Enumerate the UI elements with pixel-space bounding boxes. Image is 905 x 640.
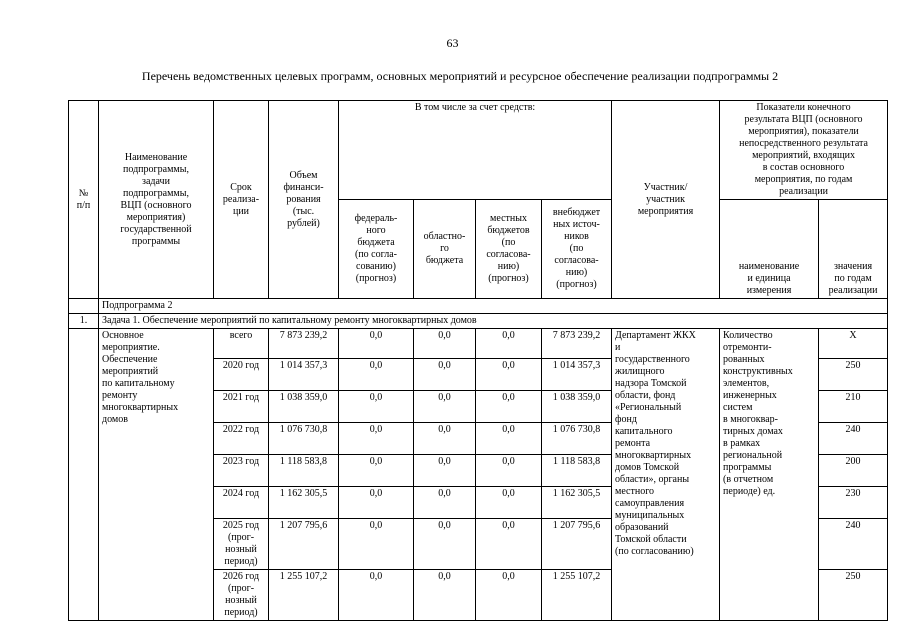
header-indicators-group: Показатели конечного результата ВЦП (основного мероприятия), показатели непосредственного результата мероприятий, входящих в состав основного мероприятия, по годам реализации bbox=[720, 101, 888, 200]
row-volume: 1 014 357,3 bbox=[269, 359, 339, 391]
row-value: 210 bbox=[819, 391, 888, 423]
header-extrabudget: внебюджет ных источ- ников (по согласова- нию) (прогноз) bbox=[542, 200, 612, 299]
row-volume: 1 162 305,5 bbox=[269, 487, 339, 519]
row-regional: 0,0 bbox=[414, 329, 476, 359]
row-term: 2021 год bbox=[214, 391, 269, 423]
row-term: 2023 год bbox=[214, 455, 269, 487]
program-table bbox=[68, 100, 888, 621]
row-local: 0,0 bbox=[476, 391, 542, 423]
activity-indicator: Количество отремонти- рованных конструктивных элементов, инженерных систем в многоквар- тирных домах в рамках региональной программы (в отчетном периоде) ед. bbox=[720, 329, 819, 621]
row-regional: 0,0 bbox=[414, 487, 476, 519]
row-value: X bbox=[819, 329, 888, 359]
row-regional: 0,0 bbox=[414, 455, 476, 487]
row-term: 2026 год (прог- нозный период) bbox=[214, 570, 269, 621]
row-regional: 0,0 bbox=[414, 391, 476, 423]
header-name: Наименование подпрограммы, задачи подпрограммы, ВЦП (основного мероприятия) государственной программы bbox=[99, 101, 214, 299]
row-extra: 1 255 107,2 bbox=[542, 570, 612, 621]
row-federal: 0,0 bbox=[339, 329, 414, 359]
row-volume: 1 076 730,8 bbox=[269, 423, 339, 455]
row-federal: 0,0 bbox=[339, 391, 414, 423]
row-regional: 0,0 bbox=[414, 359, 476, 391]
row-regional: 0,0 bbox=[414, 519, 476, 570]
row-extra: 7 873 239,2 bbox=[542, 329, 612, 359]
row-federal: 0,0 bbox=[339, 519, 414, 570]
row-value: 240 bbox=[819, 423, 888, 455]
header-sources-group: В том числе за счет средств: bbox=[339, 101, 612, 200]
page-number: 63 bbox=[446, 36, 459, 50]
row-local: 0,0 bbox=[476, 455, 542, 487]
row-extra: 1 038 359,0 bbox=[542, 391, 612, 423]
header-volume: Объем финанси- рования (тыс. рублей) bbox=[269, 101, 339, 299]
task-row bbox=[69, 314, 888, 329]
row-value: 250 bbox=[819, 359, 888, 391]
row-regional: 0,0 bbox=[414, 423, 476, 455]
row-local: 0,0 bbox=[476, 519, 542, 570]
header-indicator-values: значения по годам реализации bbox=[819, 200, 888, 299]
row-volume: 7 873 239,2 bbox=[269, 329, 339, 359]
header-term: Срок реализа- ции bbox=[214, 101, 269, 299]
row-federal: 0,0 bbox=[339, 455, 414, 487]
row-term: всего bbox=[214, 329, 269, 359]
row-value: 250 bbox=[819, 570, 888, 621]
subprogram-label: Подпрограмма 2 bbox=[99, 299, 888, 314]
header-participant: Участник/ участник мероприятия bbox=[612, 101, 720, 299]
row-volume: 1 118 583,8 bbox=[269, 455, 339, 487]
task-num: 1. bbox=[69, 314, 99, 329]
activity-num-cell bbox=[69, 329, 99, 621]
row-value: 240 bbox=[819, 519, 888, 570]
header-local: местных бюджетов (по согласова- нию) (прогноз) bbox=[476, 200, 542, 299]
row-term: 2020 год bbox=[214, 359, 269, 391]
row-value: 230 bbox=[819, 487, 888, 519]
row-regional: 0,0 bbox=[414, 570, 476, 621]
row-local: 0,0 bbox=[476, 487, 542, 519]
row-value: 200 bbox=[819, 455, 888, 487]
row-term: 2024 год bbox=[214, 487, 269, 519]
row-federal: 0,0 bbox=[339, 570, 414, 621]
row-local: 0,0 bbox=[476, 359, 542, 391]
row-federal: 0,0 bbox=[339, 487, 414, 519]
row-term: 2025 год (прог- нозный период) bbox=[214, 519, 269, 570]
row-federal: 0,0 bbox=[339, 359, 414, 391]
row-local: 0,0 bbox=[476, 329, 542, 359]
row-local: 0,0 bbox=[476, 570, 542, 621]
row-extra: 1 207 795,6 bbox=[542, 519, 612, 570]
header-indicator-name: наименование и единица измерения bbox=[720, 200, 819, 299]
document-title: Перечень ведомственных целевых программ, основных мероприятий и ресурсное обеспечение реализации подпрограммы 2 bbox=[141, 69, 779, 83]
row-extra: 1 162 305,5 bbox=[542, 487, 612, 519]
subprogram-num-cell bbox=[69, 299, 99, 314]
row-federal: 0,0 bbox=[339, 423, 414, 455]
row-extra: 1 118 583,8 bbox=[542, 455, 612, 487]
activity-name: Основное мероприятие. Обеспечение мероприятий по капитальному ремонту многоквартирных домов bbox=[99, 329, 214, 621]
activity-participant: Департамент ЖКХ и государственного жилищного надзора Томской области, фонд «Региональный фонд капитального ремонта многоквартирных домов Томской области», органы местного самоуправления муниципальных образований Томской области (по согласованию) bbox=[612, 329, 720, 621]
row-extra: 1 014 357,3 bbox=[542, 359, 612, 391]
subprogram-row bbox=[69, 299, 888, 314]
header-regional: областно- го бюджета bbox=[414, 200, 476, 299]
task-text: Задача 1. Обеспечение мероприятий по капитальному ремонту многоквартирных домов bbox=[99, 314, 888, 329]
row-extra: 1 076 730,8 bbox=[542, 423, 612, 455]
header-num: № п/п bbox=[69, 101, 99, 299]
row-local: 0,0 bbox=[476, 423, 542, 455]
header-federal: федераль- ного бюджета (по согла- сованию) (прогноз) bbox=[339, 200, 414, 299]
row-term: 2022 год bbox=[214, 423, 269, 455]
row-volume: 1 207 795,6 bbox=[269, 519, 339, 570]
row-volume: 1 038 359,0 bbox=[269, 391, 339, 423]
table-row bbox=[69, 329, 888, 359]
row-volume: 1 255 107,2 bbox=[269, 570, 339, 621]
